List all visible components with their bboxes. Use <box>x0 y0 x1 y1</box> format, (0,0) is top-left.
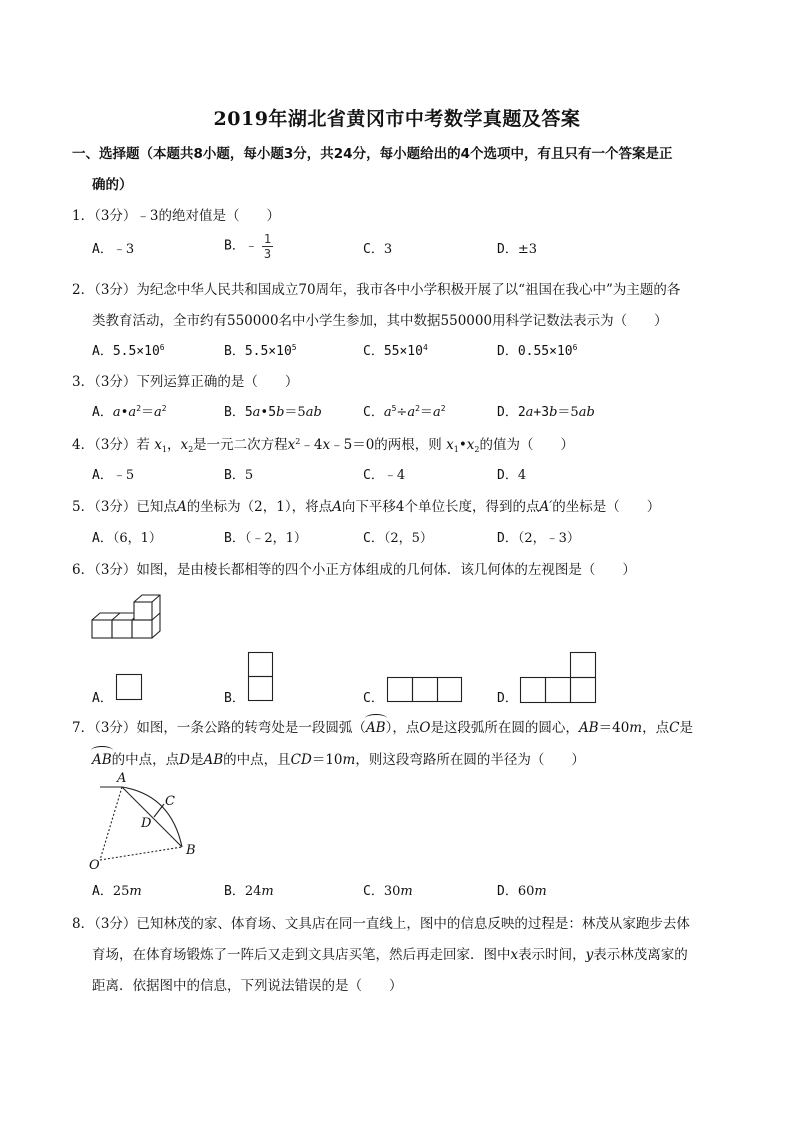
q1-option-d: D．±3 <box>497 242 537 257</box>
q7-arc-figure <box>86 770 206 874</box>
q6-option-b-label: B． <box>224 691 245 706</box>
section-header: 一、选择题（本题共8小题，每小题3分，共24分，每小题给出的4个选项中，有且只有一个答案是正 <box>72 146 673 162</box>
q2-option-c: C．$55\times 10^4$ <box>363 343 428 359</box>
q7-option-a: A．25m <box>92 884 142 899</box>
arc-ab-symbol: AB <box>365 720 386 736</box>
page-title: 2019年湖北省黄冈市中考数学真题及答案 <box>213 108 581 130</box>
q7-fig-label-d: D <box>141 816 152 831</box>
q3-option-a: A．$a•a^2=a^2$ <box>92 404 167 420</box>
q5-option-c: C．（2，5） <box>363 531 433 546</box>
q1-option-c: C．3 <box>363 242 393 257</box>
q5-option-d: D．（2，﹣3） <box>497 531 580 546</box>
q7-option-d: D．60m <box>497 884 547 899</box>
q2-option-a: A．$5.5\times 10^6$ <box>92 343 165 359</box>
q6-option-b-figure <box>248 652 274 702</box>
q7-fig-label-o: O <box>89 858 100 873</box>
q6-option-a-figure <box>116 674 142 700</box>
question-8-cont: 育场，在体育场锻炼了一阵后又走到文具店买笔，然后再走回家．图中x表示时间，y表示林茂离家的 <box>92 947 688 963</box>
q3-option-d: D．2a+3b＝5ab <box>497 405 595 420</box>
q6-option-c-label: C． <box>363 691 384 706</box>
q3-option-c: C．$a^5\div a^2=a^2$ <box>363 404 446 420</box>
question-2: 2．（3分）为纪念中华人民共和国成立70周年，我市各中小学积极开展了以“祖国在我心中”为主题的各 <box>72 282 681 298</box>
question-3: 3．（3分）下列运算正确的是（ ） <box>72 374 299 390</box>
q7-fig-label-a: A <box>117 771 127 786</box>
q4-option-d: D．4 <box>497 468 527 483</box>
q6-solid-figure <box>92 594 160 640</box>
question-8: 8．（3分）已知林茂的家、体育场、文具店在同一直线上，图中的信息反映的过程是：林茂从家跑步去体 <box>72 916 690 932</box>
q6-option-a-label: A． <box>92 691 113 706</box>
q6-option-d-figure <box>520 652 596 704</box>
question-4: 4．（3分）若 $x_1$，$x_2$是一元二次方程$x^2﹣4x﹣5=0$的两根，则 $x_1•x_2$的值为（ ） <box>72 437 574 454</box>
question-5: 5．（3分）已知点A的坐标为（2，1），将点A向下平移4个单位长度，得到的点A′的坐标是（ ） <box>72 499 661 515</box>
question-7: 7．（3分）如图，一条公路的转弯处是一段圆弧（AB），点O是这段弧所在圆的圆心，AB＝40m，点C是 <box>72 720 693 736</box>
q7-fig-label-b: B <box>186 843 196 858</box>
q1-option-b: B．﹣ $\frac{1}{3}$ <box>224 232 272 261</box>
q5-option-a: A．（6，1） <box>92 531 162 546</box>
question-8-cont-2: 距离．依据图中的信息，下列说法错误的是（ ） <box>92 978 403 994</box>
question-7-cont: AB的中点，点D是AB的中点，且CD＝10m，则这段弯路所在圆的半径为（ ） <box>92 752 585 768</box>
q6-option-c-figure <box>387 677 463 703</box>
question-2-cont: 类教育活动，全市约有550000名中小学生参加，其中数据550000用科学记数法表示为（ ） <box>92 313 668 329</box>
question-6: 6．（3分）如图，是由棱长都相等的四个小正方体组成的几何体．该几何体的左视图是（ ） <box>72 562 636 578</box>
q2-option-b: B．$5.5\times 10^5$ <box>224 343 297 359</box>
q7-option-c: C．30m <box>363 884 413 899</box>
section-header-cont: 确的） <box>92 177 133 193</box>
q7-option-b: B．24m <box>224 884 274 899</box>
q5-option-b: B．（﹣2，1） <box>224 531 307 546</box>
q7-fig-label-c: C <box>165 794 175 809</box>
q3-option-b: B．5a•5b＝5ab <box>224 405 322 420</box>
q4-option-b: B．5 <box>224 468 254 483</box>
arc-ab-symbol-2: AB <box>92 752 112 768</box>
q1-option-a: A．﹣3 <box>92 242 135 257</box>
question-1: 1．（3分）﹣3的绝对值是（ ） <box>72 208 281 224</box>
q2-option-d: D．$0.55\times 10^6$ <box>497 343 578 359</box>
q4-option-a: A．﹣5 <box>92 468 135 483</box>
q6-option-d-label: D． <box>497 691 518 706</box>
q4-option-c: C．﹣4 <box>363 468 406 483</box>
